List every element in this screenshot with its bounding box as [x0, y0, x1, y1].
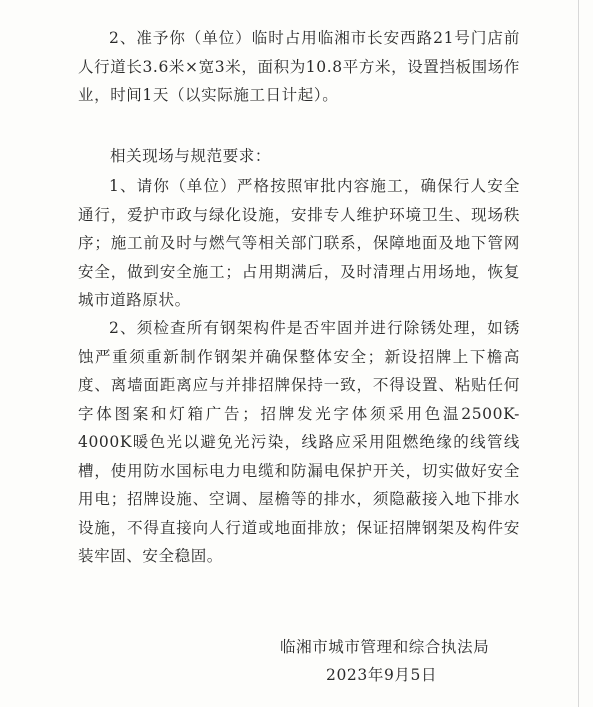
requirement-1: 1、请你（单位）严格按照审批内容施工，确保行人安全通行，爱护市政与绿化设施，安排专人维护环境卫生、现场秩序；施工前及时与燃气等相关部门联系，保障地面及地下管网安全，做到安全施工；占用期满后，及时清理占用场地，恢复城市道路原状。	[78, 177, 520, 309]
page-edge-line	[578, 0, 579, 707]
requirements-heading: 相关现场与规范要求：	[110, 147, 272, 165]
issuer-name: 临湘市城市管理和综合执法局	[280, 638, 490, 656]
requirement-2: 2、须检查所有钢架构件是否牢固并进行除锈处理，如锈蚀严重须重新制作钢架并确保整体安全；新设招牌上下檐高度、离墙面距离应与并排招牌保持一致，不得设置、粘贴任何字体图案和灯箱广告；招牌发光字体须采用色温2500K-4000K暖色光以避免光污染，线路应采用阻燃绝缘的线管线槽，使用防水国标电力电缆和防漏电保护开关，切实做好安全用电；招牌设施、空调、屋檐等的排水，须隐蔽接入地下排水设施，不得直接向人行道或地面排放；保证招牌钢架及构件安装牢固、安全稳固。	[78, 319, 520, 565]
permit-item-2: 2、准予你（单位）临时占用临湘市长安西路21号门店前人行道长3.6米×宽3米，面积为10.8平方米，设置挡板围场作业，时间1天（以实际施工日计起）。	[78, 29, 520, 104]
issue-date: 2023年9月5日	[326, 666, 438, 684]
